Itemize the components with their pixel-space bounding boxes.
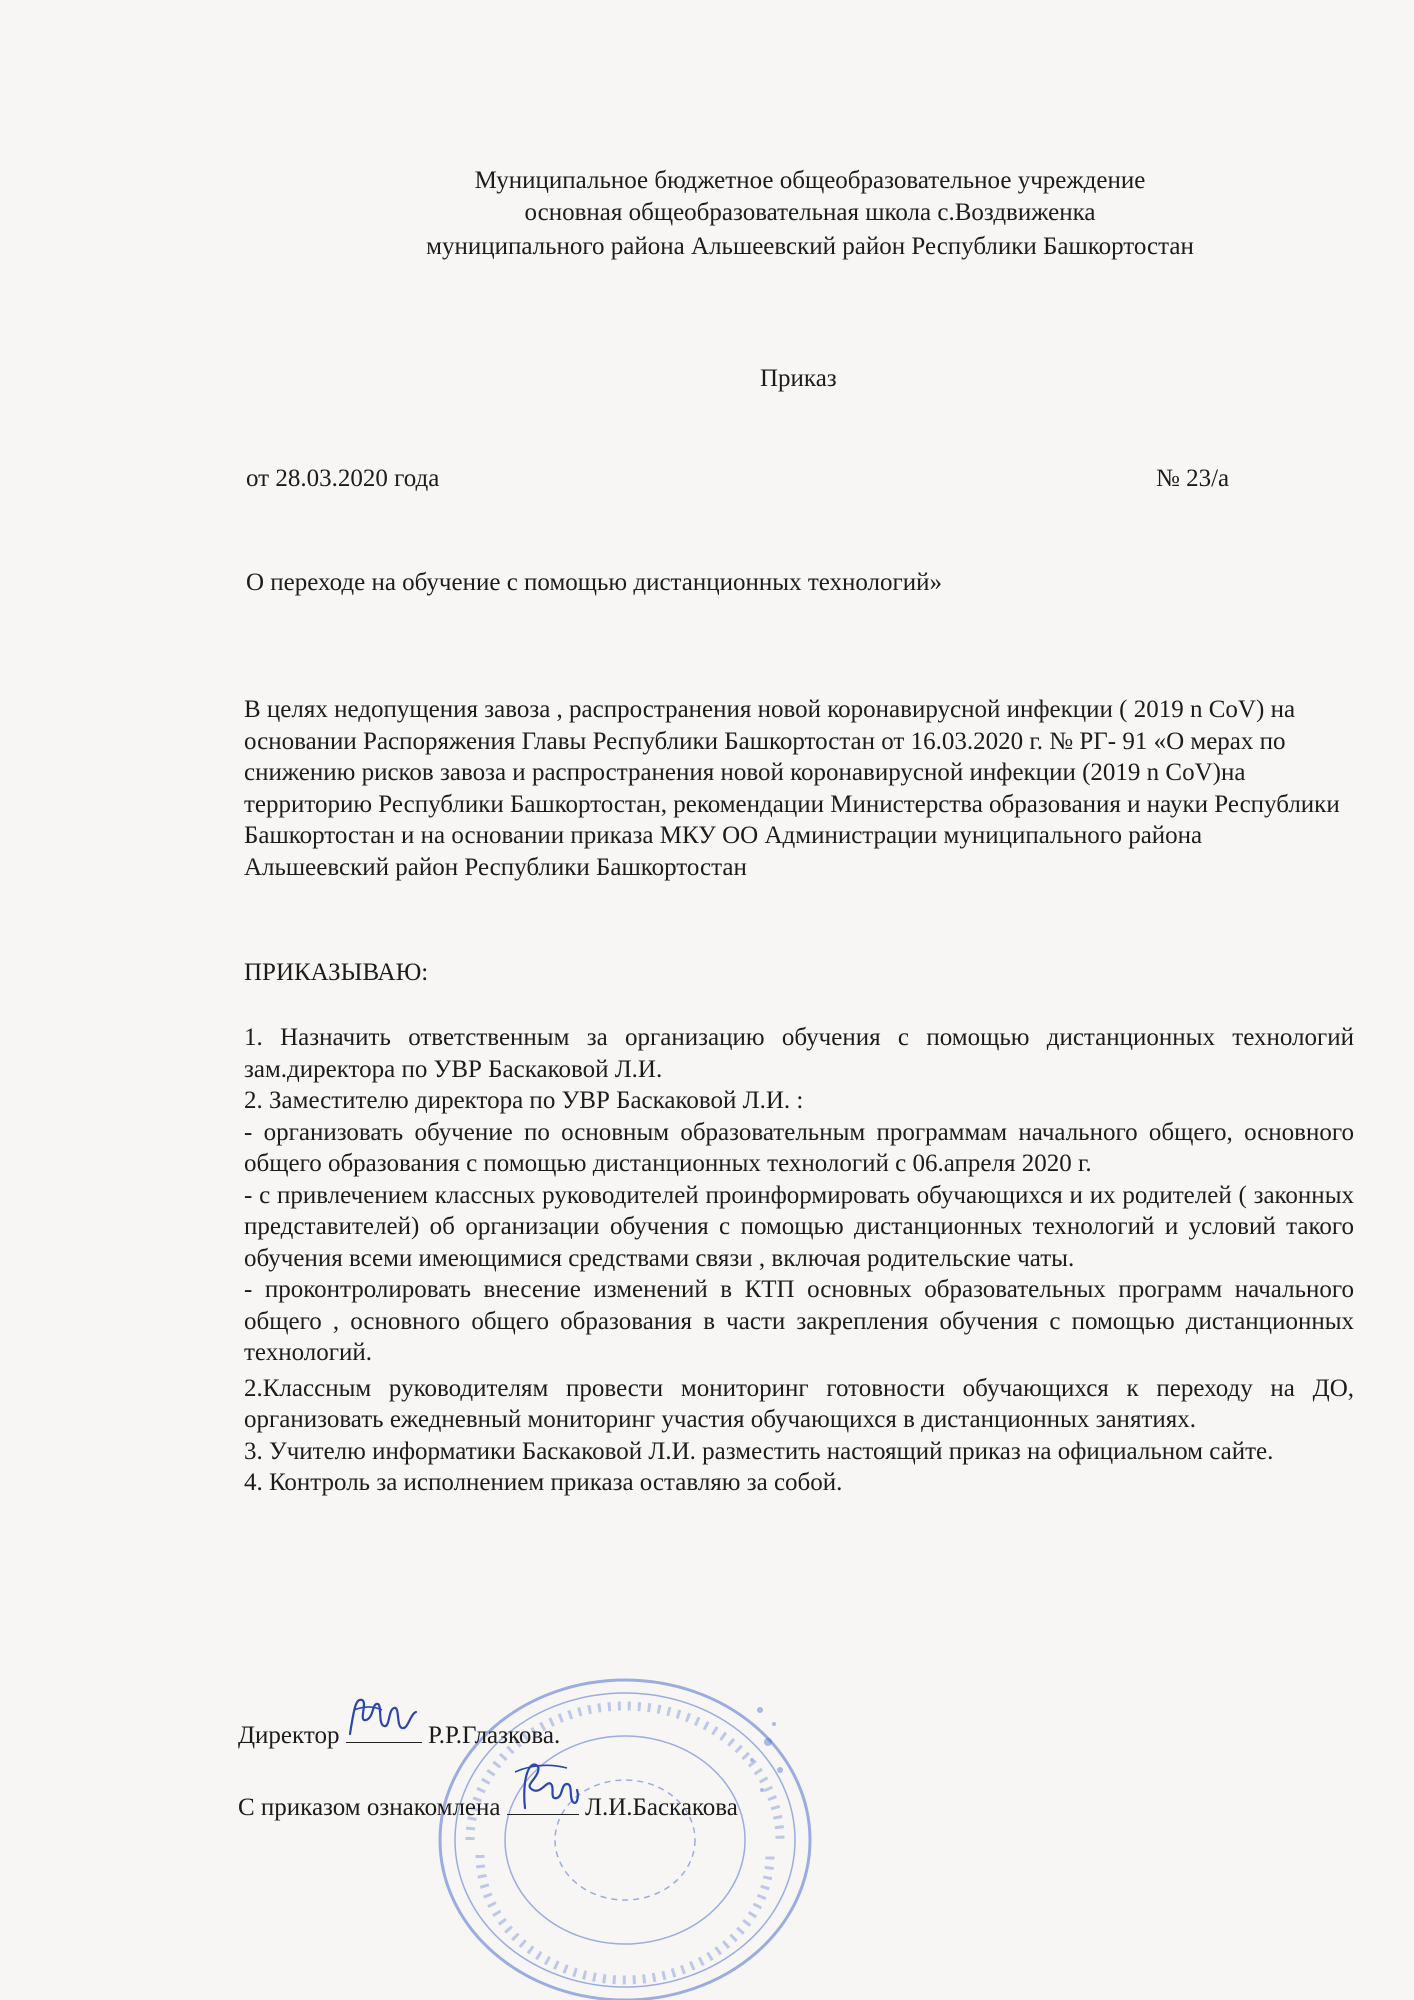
header-line-2: основная общеобразовательная школа с.Воздвиженка <box>524 199 1096 226</box>
acquaintance-signature-icon <box>507 1756 587 1818</box>
acquaintance-signature-line <box>238 1790 738 1823</box>
acquaintance-label: С приказом ознакомлена <box>238 1794 501 1821</box>
document-number: № 23/а <box>1156 465 1230 492</box>
order-item-1: 1. Назначить ответственным за организацию обучения с помощью дистанционных технологий зам.директора по УВР Баскаковой Л.И. <box>244 1024 1354 1083</box>
order-item-2: 2. Заместителю директора по УВР Баскаковой Л.И. : <box>244 1087 804 1114</box>
preamble-text: В целях недопущения завоза , распространения новой коронавирусной инфекции ( 2019 n CoV) на основании Распоряжения Главы Республики Башкортостан от 16.03.2020 г. № РГ- 91 «О мерах по снижению рисков завоза и распространения новой коронавирусной инфекции (2019 n CoV)на территорию Республики Башкортостан, рекомендации Министерства образования и науки Республики Башкортостан и на основании приказа МКУ ОО Администрации муниципального района Альшеевский район Республики Башкортостан <box>244 696 1340 881</box>
document-subject: О переходе на обучение с помощью дистанционных технологий» <box>246 569 943 596</box>
order-items <box>244 1022 1354 1499</box>
director-signature-line <box>238 1718 560 1751</box>
document-date: от 28.03.2020 года <box>246 465 440 492</box>
director-title: Директор <box>238 1722 340 1749</box>
header-line-3: муниципального района Альшеевский район Республики Башкортостан <box>426 233 1194 260</box>
order-item-5: 4. Контроль за исполнением приказа оставляю за собой. <box>244 1469 843 1496</box>
director-signature-blank <box>346 1718 422 1743</box>
order-item-2c: - проконтролировать внесение изменений в КТП основных образовательных программ начального общего , основного общего образования в части закрепления обучения с помощью дистанционных технологий. <box>244 1276 1354 1366</box>
order-item-2b: - с привлечением классных руководителей проинформировать обучающихся и их родителей ( законных представителей) об организации обучения с помощью дистанционных технологий и условий такого обучения всеми имеющимися средствами связи , включая родительские чаты. <box>244 1181 1354 1272</box>
order-item-4: 3. Учителю информатики Баскаковой Л.И. разместить настоящий приказ на официальном сайте. <box>244 1437 1274 1465</box>
document-title: Приказ <box>760 365 837 392</box>
header-line-1: Муниципальное бюджетное общеобразовательное учреждение <box>474 167 1146 194</box>
preamble-paragraph <box>244 694 1344 883</box>
acquaintance-signature-blank <box>507 1790 579 1815</box>
director-name: Р.Р.Глазкова. <box>427 1722 561 1749</box>
acquaintance-name: Л.И.Баскакова <box>585 1794 738 1821</box>
order-item-2a: - организовать обучение по основным образовательным программам начального общего, основного общего образования с помощью дистанционных технологий с 06.апреля 2020 г. <box>244 1118 1354 1177</box>
stamp-ink-speckle-icon <box>740 1680 820 1820</box>
director-signature-icon <box>344 1688 426 1748</box>
order-word: ПРИКАЗЫВАЮ: <box>244 959 429 986</box>
order-item-3: 2.Классным руководителям провести мониторинг готовности обучающихся к переходу на ДО, организовать ежедневный мониторинг участия обучающихся в дистанционных занятиях. <box>244 1374 1354 1433</box>
